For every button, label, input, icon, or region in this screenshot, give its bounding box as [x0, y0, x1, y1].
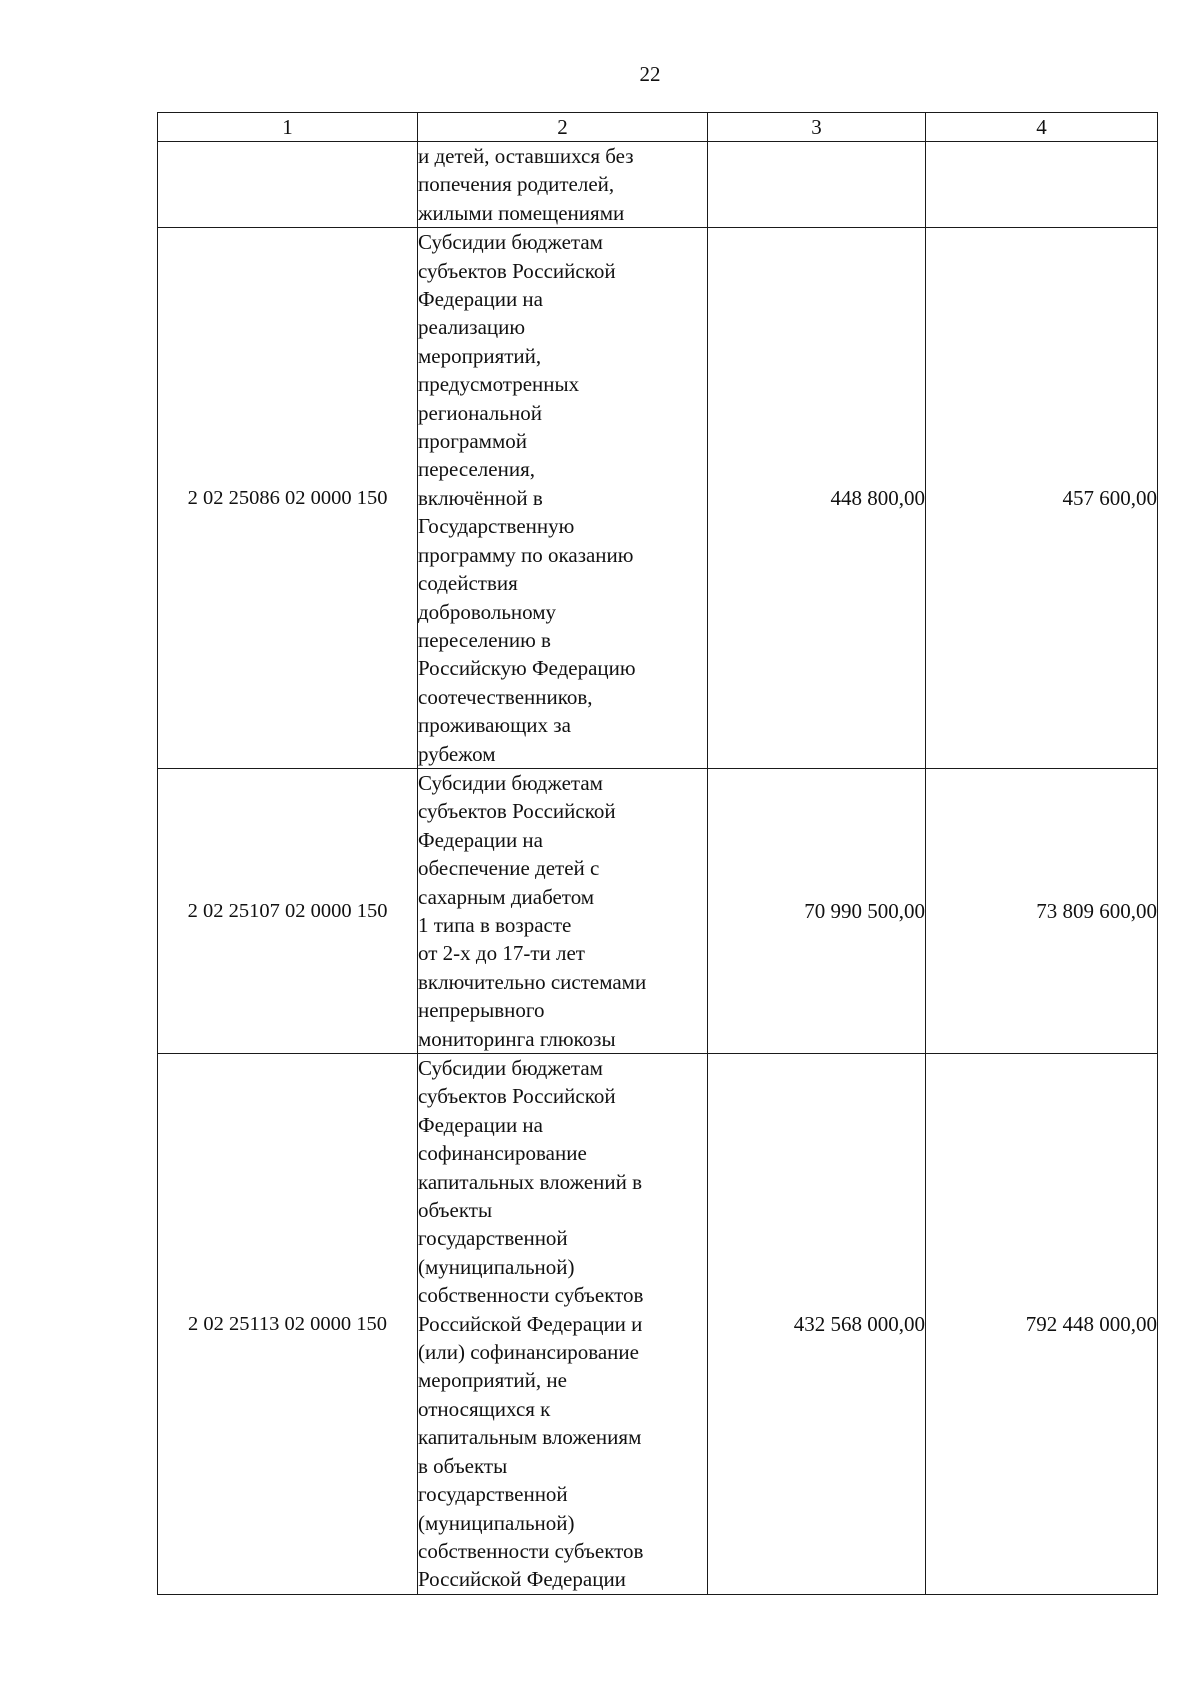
- page-number: 22: [639, 62, 661, 86]
- description-line: собственности субъектов: [418, 1538, 644, 1563]
- description-line: переселению в: [418, 627, 551, 652]
- description-line: относящихся к: [418, 1396, 551, 1421]
- description-line: мероприятий, не: [418, 1368, 567, 1393]
- amount-col-4: [926, 142, 1158, 228]
- description-line: обеспечение детей с: [418, 856, 600, 881]
- table-row: [158, 768, 1158, 1053]
- description-line: переселения,: [418, 457, 535, 482]
- description-line: субъектов Российской: [418, 1084, 616, 1109]
- description-line: собственности субъектов: [418, 1283, 644, 1308]
- header-row: [158, 113, 1158, 142]
- description-line: Российской Федерации и: [418, 1311, 643, 1336]
- description-line: и детей, оставшихся без: [418, 144, 634, 168]
- revenue-description: [418, 142, 708, 228]
- description-line: программой: [418, 429, 527, 454]
- description-line: Российской Федерации: [418, 1567, 626, 1592]
- header-col-1: 1: [158, 113, 418, 142]
- description-line: мероприятий,: [418, 343, 542, 368]
- description-line: мониторинга глюкозы: [418, 1026, 616, 1051]
- revenue-code: 2 02 25086 02 0000 150: [158, 228, 418, 769]
- description-line: соотечественников,: [418, 684, 593, 709]
- description-line: капитальным вложениям: [418, 1425, 642, 1450]
- description-line: Федерации на: [418, 287, 543, 312]
- description-line: содействия: [418, 571, 518, 596]
- amount-col-3: 70 990 500,00: [708, 768, 926, 1053]
- description-line: Российскую Федерацию: [418, 656, 636, 681]
- description-line: непрерывного: [418, 998, 545, 1023]
- description-line: государственной: [418, 1226, 568, 1251]
- revenue-description: [418, 228, 708, 769]
- description-line: государственной: [418, 1482, 568, 1507]
- description-line: рубежом: [418, 741, 496, 766]
- description-line: Субсидии бюджетам: [418, 1056, 603, 1080]
- description-line: жилыми помещениями: [418, 200, 625, 225]
- description-line: реализацию: [418, 315, 526, 340]
- description-line: региональной: [418, 400, 542, 425]
- description-line: сахарным диабетом: [418, 884, 595, 909]
- description-line: объекты: [418, 1198, 493, 1223]
- description-line: субъектов Российской: [418, 799, 616, 824]
- description-line: включительно системами: [418, 969, 647, 994]
- description-line: субъектов Российской: [418, 258, 616, 283]
- description-line: от 2-х до 17-ти лет: [418, 941, 585, 966]
- amount-col-3: 448 800,00: [708, 228, 926, 769]
- table-body: [158, 142, 1158, 1595]
- description-line: (или) софинансирование: [418, 1340, 639, 1365]
- description-line: Субсидии бюджетам: [418, 770, 603, 795]
- description-line: Государственную: [418, 514, 575, 539]
- description-line: софинансирование: [418, 1141, 587, 1166]
- revenue-description: [418, 1054, 708, 1595]
- description-line: капитальных вложений в: [418, 1169, 643, 1194]
- revenue-description: [418, 768, 708, 1053]
- revenue-code: 2 02 25107 02 0000 150: [158, 768, 418, 1053]
- header-col-4: 4: [926, 113, 1158, 142]
- amount-col-4: 457 600,00: [926, 228, 1158, 769]
- description-line: Федерации на: [418, 1112, 543, 1137]
- budget-table: [157, 112, 1158, 1595]
- description-line: программу по оказанию: [418, 542, 634, 567]
- description-line: попечения родителей,: [418, 172, 615, 197]
- description-line: (муниципальной): [418, 1510, 575, 1535]
- description-line: проживающих за: [418, 713, 571, 738]
- amount-col-4: 73 809 600,00: [926, 768, 1158, 1053]
- amount-col-3: 432 568 000,00: [708, 1054, 926, 1595]
- amount-col-3: [708, 142, 926, 228]
- header-col-3: 3: [708, 113, 926, 142]
- description-line: Субсидии бюджетам: [418, 230, 603, 255]
- description-line: включённой в: [418, 485, 543, 510]
- description-line: Федерации на: [418, 827, 543, 852]
- revenue-code: 2 02 25113 02 0000 150: [158, 1054, 418, 1595]
- description-line: добровольному: [418, 599, 557, 624]
- description-line: 1 типа в возрасте: [418, 912, 572, 937]
- description-line: (муниципальной): [418, 1254, 575, 1279]
- table-row: [158, 228, 1158, 769]
- header-col-2: 2: [418, 113, 708, 142]
- revenue-code: [158, 142, 418, 228]
- table-row: [158, 1054, 1158, 1595]
- description-line: предусмотренных: [418, 372, 580, 397]
- description-line: в объекты: [418, 1453, 508, 1478]
- amount-col-4: 792 448 000,00: [926, 1054, 1158, 1595]
- table-row: [158, 142, 1158, 228]
- table-header: [158, 113, 1158, 142]
